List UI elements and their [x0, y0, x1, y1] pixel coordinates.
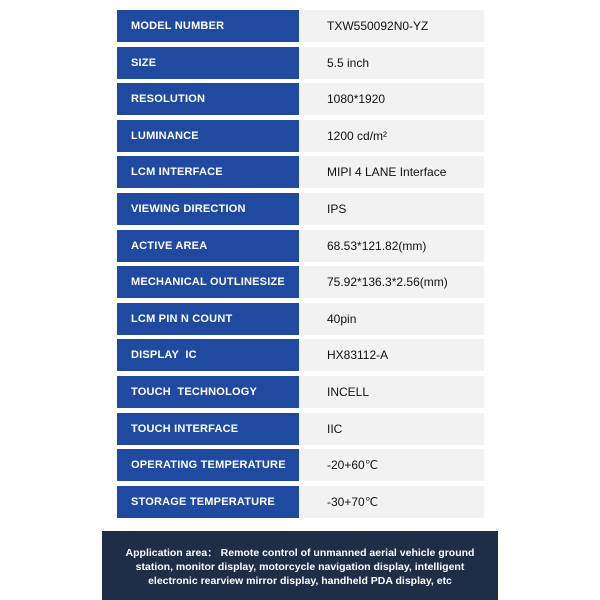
spec-label: TOUCH TECHNOLOGY	[117, 376, 299, 408]
spec-row-active-area	[117, 230, 484, 262]
spec-label: TOUCH INTERFACE	[117, 413, 299, 445]
spec-value: -30+70℃	[299, 486, 484, 518]
spec-row-resolution	[117, 83, 484, 115]
spec-label: MODEL NUMBER	[117, 10, 299, 42]
spec-value: 5.5 inch	[299, 47, 484, 79]
application-area-banner	[102, 531, 498, 600]
spec-label: VIEWING DIRECTION	[117, 193, 299, 225]
spec-row-model-number	[117, 10, 484, 42]
spec-value: TXW550092N0-YZ	[299, 10, 484, 42]
spec-row-viewing-direction	[117, 193, 484, 225]
spec-row-size	[117, 47, 484, 79]
spec-value: 1200 cd/m²	[299, 120, 484, 152]
spec-label: LUMINANCE	[117, 120, 299, 152]
spec-row-display-ic	[117, 339, 484, 371]
spec-value: 68.53*121.82(mm)	[299, 230, 484, 262]
spec-label: DISPLAY IC	[117, 339, 299, 371]
spec-row-mechanical-outline	[117, 266, 484, 298]
spec-row-lcm-interface	[117, 156, 484, 188]
spec-label: LCM PIN N COUNT	[117, 303, 299, 335]
spec-value: INCELL	[299, 376, 484, 408]
spec-value: -20+60℃	[299, 449, 484, 481]
spec-value: IPS	[299, 193, 484, 225]
spec-label: RESOLUTION	[117, 83, 299, 115]
spec-label: OPERATING TEMPERATURE	[117, 449, 299, 481]
spec-label: MECHANICAL OUTLINESIZE	[117, 266, 299, 298]
spec-row-pin-count	[117, 303, 484, 335]
spec-row-touch-interface	[117, 413, 484, 445]
spec-row-operating-temperature	[117, 449, 484, 481]
spec-row-luminance	[117, 120, 484, 152]
spec-label: SIZE	[117, 47, 299, 79]
spec-value: IIC	[299, 413, 484, 445]
spec-value: 75.92*136.3*2.56(mm)	[299, 266, 484, 298]
spec-value: 40pin	[299, 303, 484, 335]
application-area-text: Application area： Remote control of unmanned aerial vehicle ground station, monitor display, motorcycle navigation display, intelligent electronic rearview mirror display, handheld PDA display, etc	[125, 546, 475, 587]
spec-label: STORAGE TEMPERATURE	[117, 486, 299, 518]
spec-label: ACTIVE AREA	[117, 230, 299, 262]
spec-value: HX83112-A	[299, 339, 484, 371]
spec-value: MIPI 4 LANE Interface	[299, 156, 484, 188]
spec-row-touch-technology	[117, 376, 484, 408]
spec-row-storage-temperature	[117, 486, 484, 518]
spec-label: LCM INTERFACE	[117, 156, 299, 188]
spec-table	[117, 10, 484, 522]
spec-value: 1080*1920	[299, 83, 484, 115]
